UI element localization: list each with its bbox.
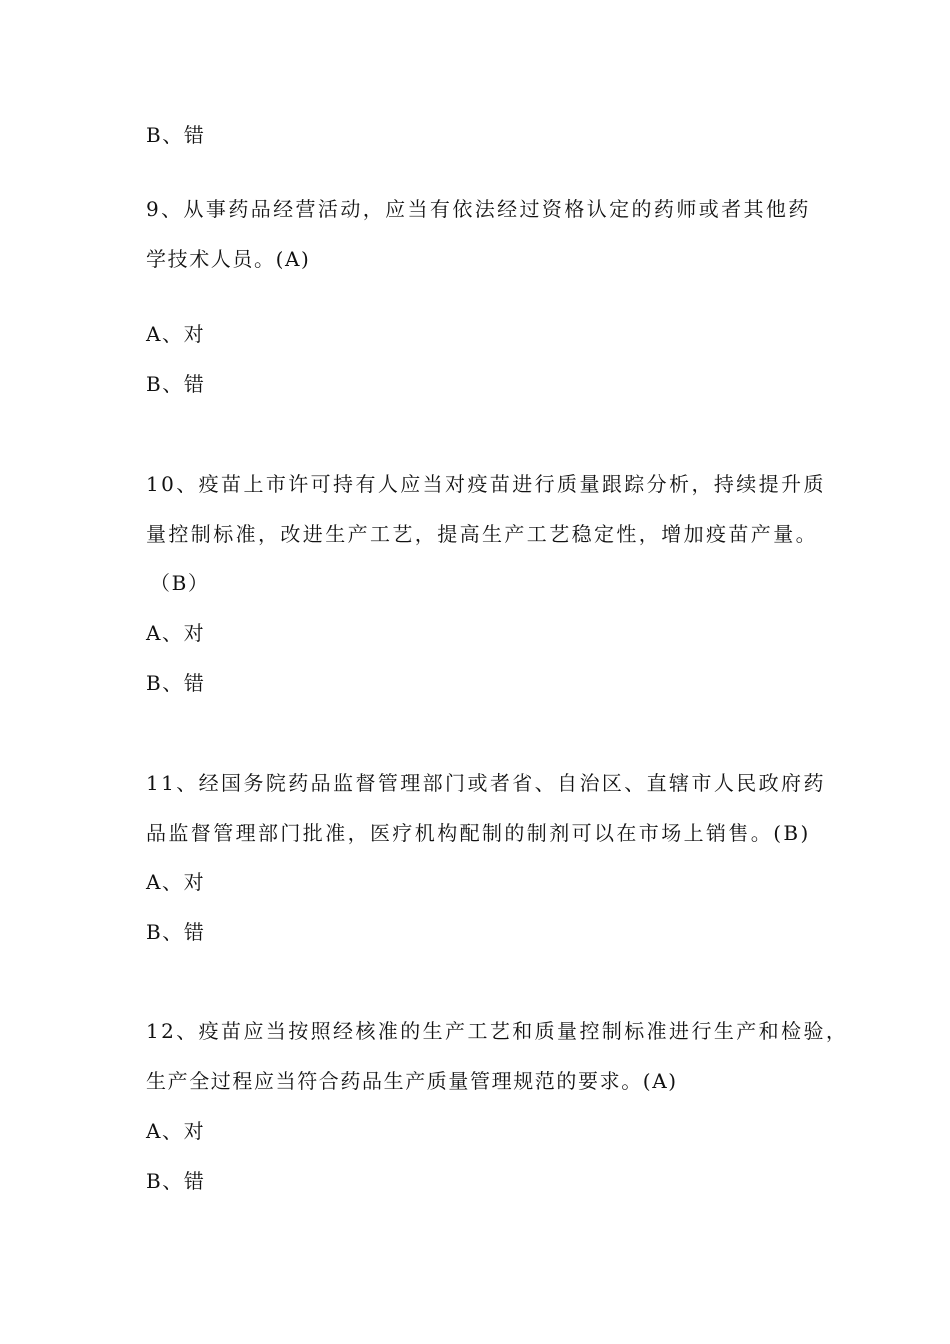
q10-answer: （B） <box>150 571 210 595</box>
q12-text-line-1: 12、疫苗应当按照经核准的生产工艺和质量控制标准进行生产和检验， <box>146 1019 849 1043</box>
q9-text-line-1: 9、从事药品经营活动，应当有依法经过资格认定的药师或者其他药 <box>146 197 811 221</box>
q10-option-a: A、对 <box>146 621 206 645</box>
q12-text-line-2: 生产全过程应当符合药品生产质量管理规范的要求。(A) <box>146 1069 678 1093</box>
q10-option-b: B、错 <box>146 671 206 695</box>
q11-text-line-1: 11、经国务院药品监督管理部门或者省、自治区、直辖市人民政府药 <box>146 771 826 795</box>
q10-text-line-1: 10、疫苗上市许可持有人应当对疫苗进行质量跟踪分析，持续提升质 <box>146 472 826 496</box>
q8-option-b: B、错 <box>146 123 206 147</box>
q9-text-line-2: 学技术人员。(A) <box>146 247 311 271</box>
q11-text-line-2: 品监督管理部门批准，医疗机构配制的制剂可以在市场上销售。(B) <box>146 821 811 845</box>
q9-option-b: B、错 <box>146 372 206 396</box>
q11-option-a: A、对 <box>146 870 206 894</box>
q12-option-a: A、对 <box>146 1119 206 1143</box>
q12-option-b: B、错 <box>146 1169 206 1193</box>
q9-option-a: A、对 <box>146 322 206 346</box>
q10-text-line-2: 量控制标准，改进生产工艺，提高生产工艺稳定性，增加疫苗产量。 <box>146 522 818 546</box>
q11-option-b: B、错 <box>146 920 206 944</box>
